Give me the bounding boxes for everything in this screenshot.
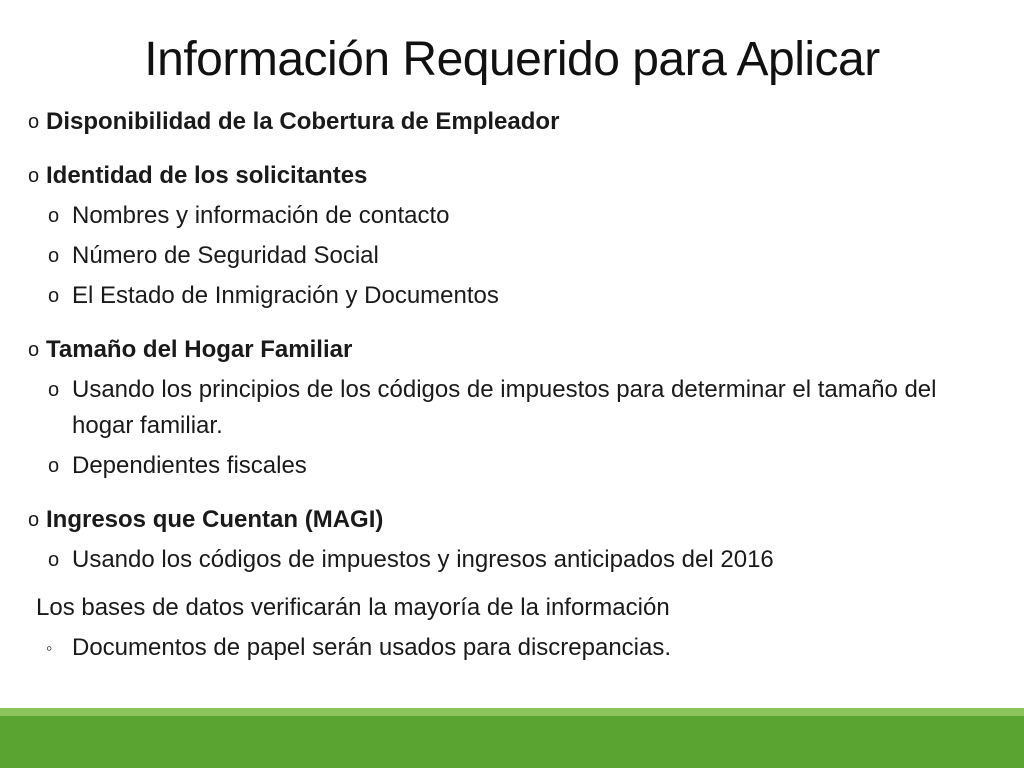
bullet-text: Nombres y información de contacto [72,202,450,229]
bullet-employer-coverage [28,104,988,140]
bullet-text: Usando los códigos de impuestos y ingresos anticipados del 2016 [72,546,774,573]
sub-bullet-tax-dependents [28,448,988,484]
bullet-text: Disponibilidad de la Cobertura de Empleador [46,108,560,135]
bullet-circle-icon: o [48,245,60,267]
sub-bullet-names-contact [28,198,988,234]
bullet-circle-icon: o [48,285,60,307]
bullet-text: Tamaño del Hogar Familiar [46,336,353,363]
bullet-circle-icon: o [28,111,40,133]
bullet-text: Número de Seguridad Social [72,242,379,269]
sub-bullet-anticipated-income [28,542,988,578]
sub-bullet-immigration [28,278,988,314]
bullet-circle-icon: o [48,549,60,571]
note-databases-verify [28,590,988,626]
slide-title: Información Requerido para Aplicar [144,33,880,86]
bullet-circle-icon: o [48,205,60,227]
bullet-text: Identidad de los solicitantes [46,162,368,189]
sub-bullet-tax-principles [28,372,988,444]
bullet-circle-icon: o [48,455,60,477]
note-text: Los bases de datos verificarán la mayoría de la información [36,594,670,621]
footer-accent-bar [0,716,1024,768]
bullet-circle-icon: o [28,165,40,187]
sub-bullet-ssn [28,238,988,274]
sub-bullet-paper-documents [28,630,988,666]
bullet-text: Ingresos que Cuentan (MAGI) [46,506,384,533]
bullet-applicant-identity [28,158,988,194]
bullet-text: El Estado de Inmigración y Documentos [72,282,499,309]
small-circle-bullet-icon: ◦ [46,638,53,658]
bullet-text: Documentos de papel serán usados para discrepancias. [72,634,672,661]
bullet-counted-income [28,502,988,538]
bullet-circle-icon: o [48,379,60,401]
bullet-circle-icon: o [28,339,40,361]
bullet-household-size [28,332,988,368]
bullet-text: Dependientes fiscales [72,452,307,479]
bullet-text: Usando los principios de los códigos de impuestos para determinar el tamaño del hogar familiar. [72,376,937,439]
slide-content [28,104,988,666]
bullet-circle-icon: o [28,509,40,531]
